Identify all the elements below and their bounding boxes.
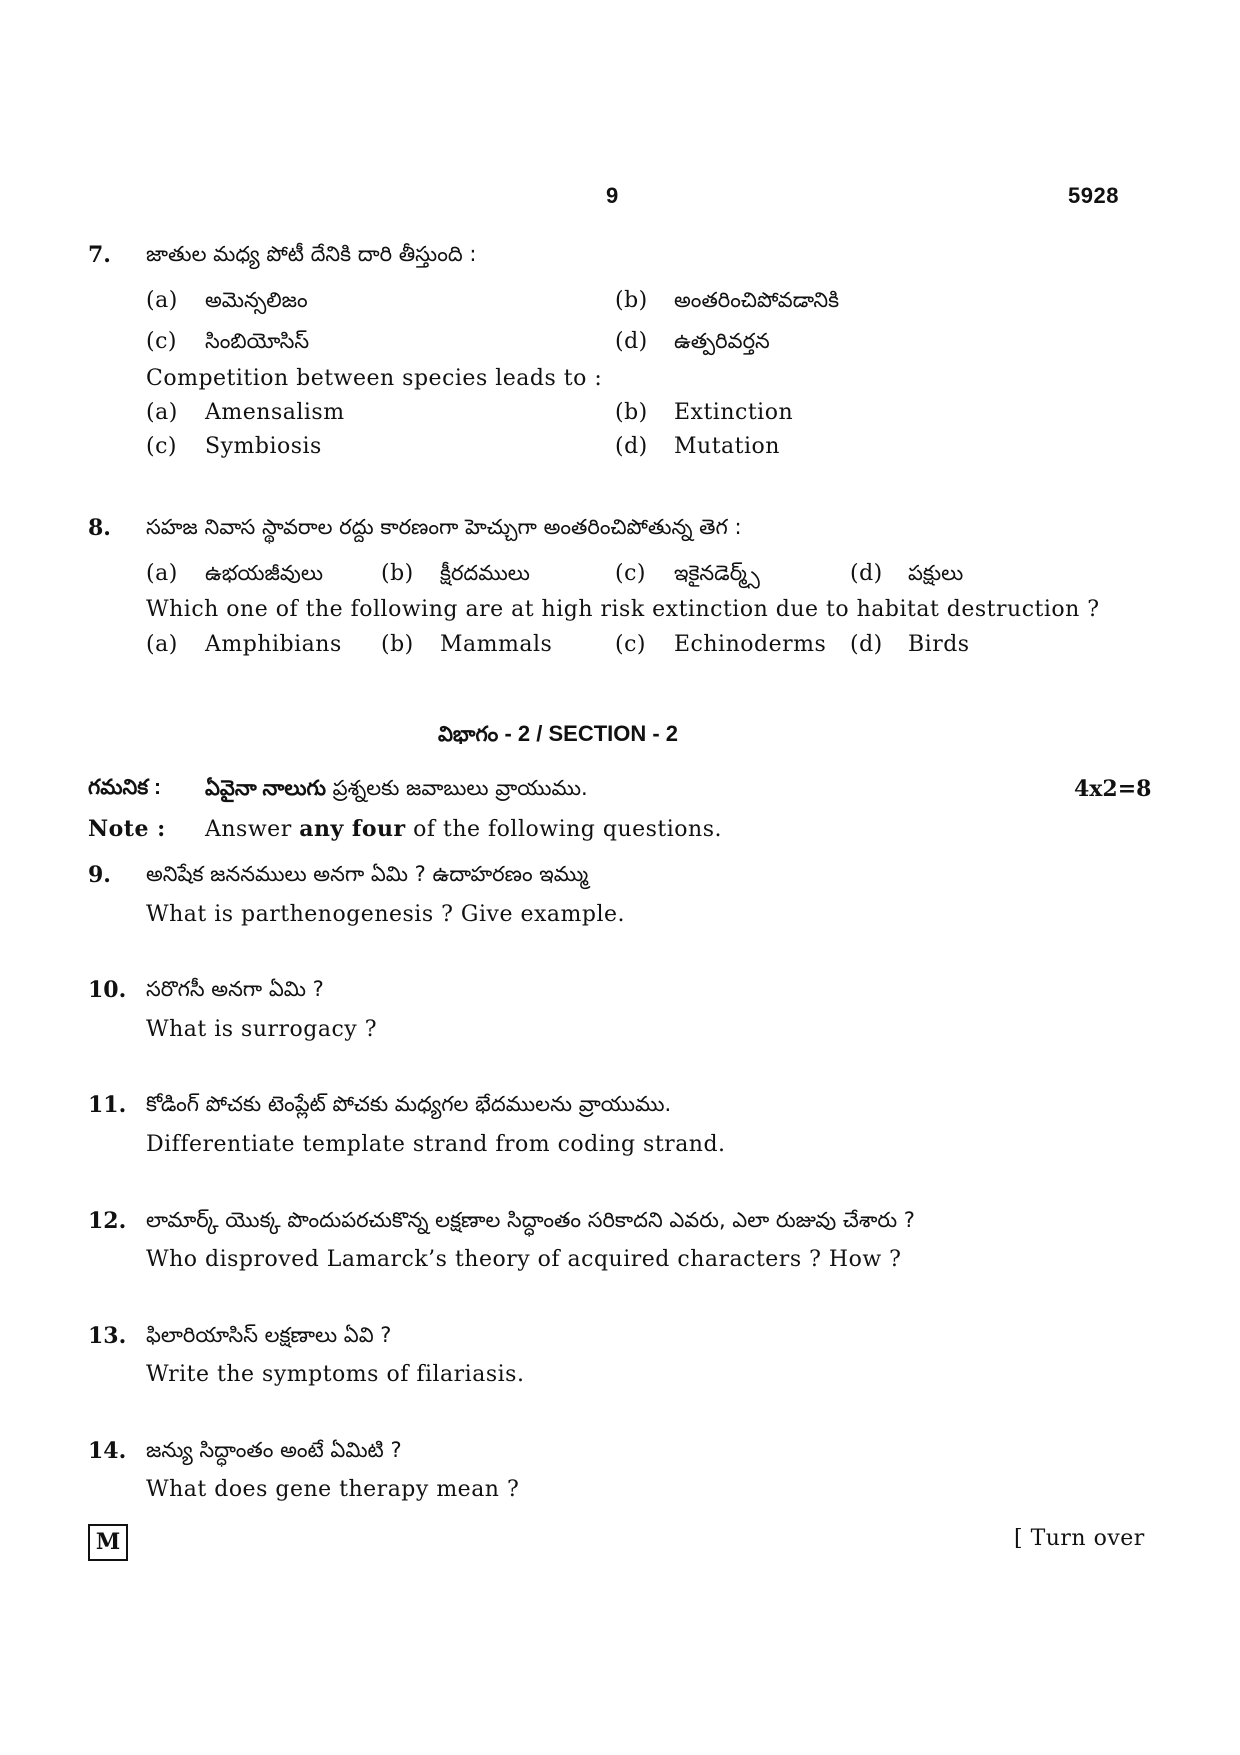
question-12-english: Who disproved Lamarck’s theory of acquired characters ? How ? [146,1247,902,1272]
q8-te-option-a-label: (a) [146,561,178,586]
note-telugu-text: ప్రశ్నలకు జవాబులు వ్రాయుము. [326,776,588,800]
question-14-number: 14. [88,1438,127,1464]
question-14-english: What does gene therapy mean ? [146,1477,520,1502]
q7-en-option-b: Extinction [674,400,794,425]
q7-te-option-c-label: (c) [146,329,177,354]
q8-en-option-d-label: (d) [850,632,883,657]
question-11-telugu: కోడింగ్ పోచకు టెంప్లేట్ పోచకు మధ్యగల భేదములను వ్రాయుము. [146,1092,672,1116]
q7-te-option-b: అంతరించిపోవడానికి [674,288,840,312]
question-9-english: What is parthenogenesis ? Give example. [146,902,625,927]
paper-code: 5928 [1068,183,1119,208]
q8-en-option-a-label: (a) [146,632,178,657]
question-10-telugu: సరొగసీ అనగా ఏమి ? [146,977,324,1001]
question-13-telugu: ఫిలారియాసిస్ లక్షణాలు ఏవి ? [146,1323,392,1347]
question-12-telugu: లామార్క్ యొక్క పొందుపరచుకొన్న లక్షణాల సిద్ధాంతం సరికాదని ఎవరు, ఎలా రుజువు చేశారు ? [146,1208,915,1232]
note-english [205,816,722,842]
question-11-english: Differentiate template strand from coding strand. [146,1132,726,1157]
q7-en-option-c-label: (c) [146,434,177,459]
question-9-telugu: అనిషేక జననములు అనగా ఏమి ? ఉదాహరణం ఇమ్ము [146,862,589,886]
question-9-number: 9. [88,862,111,888]
q7-en-option-d: Mutation [674,434,780,459]
q7-te-option-b-label: (b) [615,288,648,313]
q7-en-option-a: Amensalism [205,400,345,425]
q7-te-option-c: సింబియోసిస్ [205,329,310,353]
question-7-number: 7. [88,242,111,268]
q8-te-option-c-label: (c) [615,561,646,586]
question-7-english: Competition between species leads to : [146,366,603,391]
question-10-number: 10. [88,977,127,1003]
section-heading [438,721,678,752]
note-english-bold: any four [299,816,406,842]
question-8-english: Which one of the following are at high risk extinction due to habitat destruction ? [146,597,1100,622]
q7-te-option-a-label: (a) [146,288,178,313]
q8-en-option-a: Amphibians [205,632,342,657]
note-english-pre: Answer [205,817,300,842]
question-13-english: Write the symptoms of filariasis. [146,1362,525,1387]
q8-en-option-b: Mammals [440,632,553,657]
q8-en-option-b-label: (b) [381,632,414,657]
q7-en-option-b-label: (b) [615,400,648,425]
page-number: 9 [606,183,619,208]
note-telugu-label: గమనిక : [88,776,161,799]
note-english-label: Note : [88,816,166,842]
q8-en-option-c-label: (c) [615,632,646,657]
q7-en-option-c: Symbiosis [205,434,322,459]
question-11-number: 11. [88,1092,127,1118]
section-heading-telugu: విభాగం [438,723,499,746]
q7-te-option-d: ఉత్పరివర్తన [674,329,770,353]
q7-en-option-d-label: (d) [615,434,648,459]
series-mark-box: M [88,1524,128,1561]
q8-te-option-b-label: (b) [381,561,414,586]
question-14-telugu: జన్యు సిద్ధాంతం అంటే ఏమిటి ? [146,1438,402,1462]
q8-te-option-a: ఉభయజీవులు [205,561,323,585]
q8-te-option-b: క్షీరదములు [440,561,530,585]
note-telugu [205,776,588,806]
question-12-number: 12. [88,1208,127,1234]
section-marks: 4x2=8 [1074,776,1152,802]
section-heading-english: - 2 / SECTION - 2 [498,721,679,746]
q8-te-option-c: ఇకైనడెర్మ్స్ [674,561,760,585]
q8-en-option-c: Echinoderms [674,632,827,657]
note-english-post: of the following questions. [405,817,722,842]
turn-over: [ Turn over [1014,1526,1145,1551]
q8-te-option-d: పక్షులు [908,561,964,585]
question-8-telugu: సహజ నివాస స్థావరాల రద్దు కారణంగా హెచ్చుగా అంతరించిపోతున్న తెగ : [146,515,742,539]
q7-te-option-d-label: (d) [615,329,648,354]
q7-te-option-a: అమెన్సలిజం [205,288,308,312]
question-10-english: What is surrogacy ? [146,1017,378,1042]
question-13-number: 13. [88,1323,127,1349]
question-7-telugu: జాతుల మధ్య పోటీ దేనికి దారి తీస్తుంది : [146,242,477,266]
q8-te-option-d-label: (d) [850,561,883,586]
question-8-number: 8. [88,515,111,541]
note-telugu-bold: ఏవైనా నాలుగు [205,777,326,800]
q7-en-option-a-label: (a) [146,400,178,425]
q8-en-option-d: Birds [908,632,970,657]
